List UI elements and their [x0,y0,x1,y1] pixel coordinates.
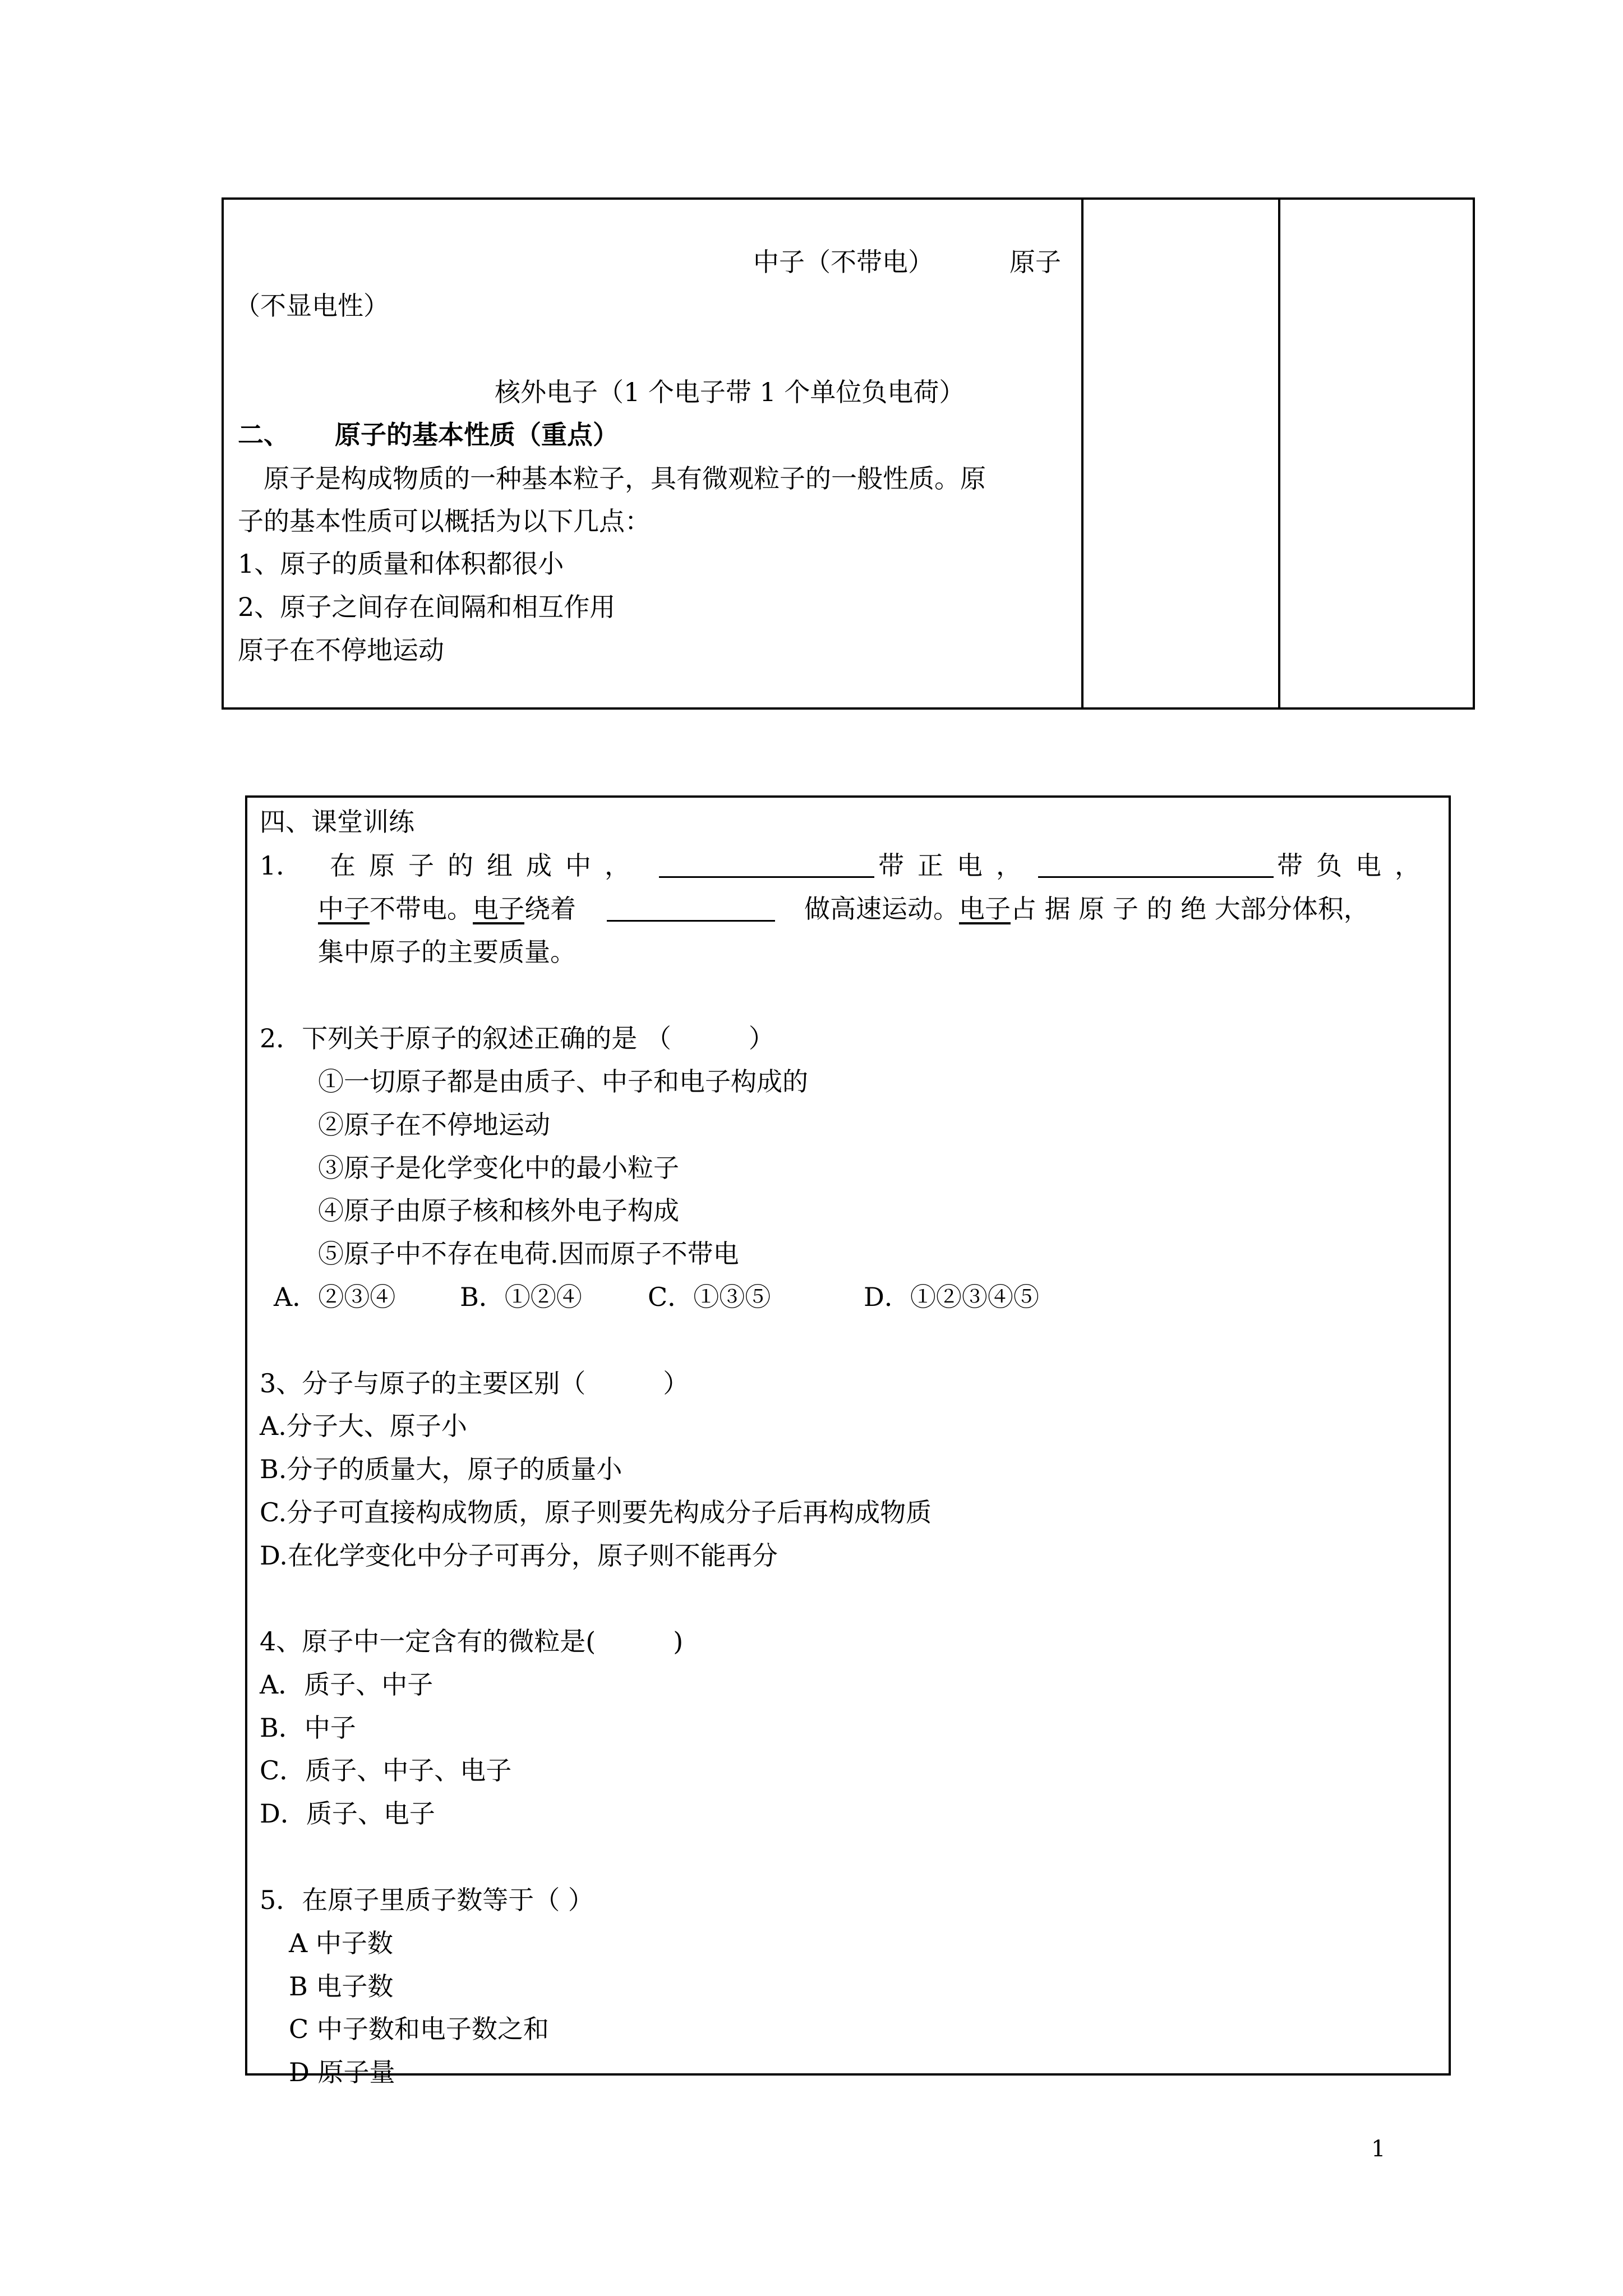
atom-label: 原子 [1009,247,1061,277]
q4-option-b: B．中子 [260,1713,356,1743]
neutron-label: 中子（不带电） [753,247,934,277]
q2-option-a: A．②③④ [274,1282,396,1312]
table-divider-1 [1081,200,1083,707]
q2-item-2: ②原子在不停地运动 [318,1110,550,1140]
q4-option-c: C．质子、中子、电子 [260,1755,512,1786]
q5-option-b: B 电子数 [289,1971,394,2001]
q1-occupies: 占 据 原 子 的 绝 大部分体积， [1011,894,1370,924]
q1-blank-1[interactable] [659,854,874,878]
q2-stem: 2．下列关于原子的叙述正确的是 （ ） [260,1023,774,1053]
q1-around: 绕着 [524,894,576,924]
q3-option-b: B.分子的质量大，原子的质量小 [260,1454,623,1484]
q1-high-speed: 做高速运动。 [804,894,959,924]
atom-neutral-label: （不显电性） [234,291,389,321]
q1-blank-2[interactable] [1038,854,1274,878]
q2-item-4: ④原子由原子核和核外电子构成 [318,1195,679,1226]
section-title: 原子的基本性质（重点） [335,420,619,450]
q1-text-part1: 在原子的组成中， [330,850,644,881]
q1-text-part2: 带正电， [878,850,1035,881]
q5-option-a: A 中子数 [289,1928,393,1958]
q2-option-c: C．①③⑤ [648,1282,771,1312]
q3-option-c: C.分子可直接构成物质，原子则要先构成分子后再构成物质 [260,1497,932,1527]
q4-stem: 4、原子中一定含有的微粒是( ) [260,1626,684,1657]
q5-option-c: C 中子数和电子数之和 [289,2014,549,2044]
q3-stem: 3、分子与原子的主要区别（ ） [260,1368,689,1398]
q1-line-3: 集中原子的主要质量。 [318,937,576,967]
q1-text-part3: 带负电， [1277,850,1434,881]
q3-option-a: A.分子大、原子小 [260,1411,467,1441]
paragraph-line-1: 原子是构成物质的一种基本粒子，具有微观粒子的一般性质。原 [264,463,986,494]
q1-electron-underlined-2: 电子 [959,894,1011,924]
q5-option-d: D 原子量 [289,2057,395,2087]
q5-stem: 5．在原子里质子数等于（ ） [260,1885,594,1915]
property-point-2: 2、原子之间存在间隔和相互作用 [238,592,616,622]
property-point-3: 原子在不停地运动 [238,635,444,665]
property-point-1: 1、原子的质量和体积都很小 [238,549,564,579]
q2-item-3: ③原子是化学变化中的最小粒子 [318,1153,679,1183]
q1-neutron-underlined: 中子 [318,894,370,924]
q4-option-a: A．质子、中子 [260,1669,434,1700]
q1-electron-underlined: 电子 [473,894,524,924]
q2-option-b: B．①②④ [460,1282,582,1312]
page-number: 1 [1371,2136,1386,2162]
practice-heading: 四、课堂训练 [260,807,414,837]
q2-item-1: ①一切原子都是由质子、中子和电子构成的 [318,1066,808,1097]
q4-option-d: D．质子、电子 [260,1798,435,1829]
q2-option-d: D．①②③④⑤ [864,1282,1039,1312]
table-divider-2 [1278,200,1280,707]
q3-option-d: D.在化学变化中分子可再分，原子则不能再分 [260,1540,778,1571]
q1-not-charged: 不带电。 [370,894,473,924]
q1-number: 1． [260,850,302,881]
electron-label: 核外电子（1 个电子带 1 个单位负电荷） [495,377,965,407]
q1-blank-3[interactable] [607,898,775,922]
paragraph-line-2: 子的基本性质可以概括为以下几点： [238,506,651,536]
section-number: 二、 [238,420,289,450]
q2-item-5: ⑤原子中不存在电荷.因而原子不带电 [318,1239,739,1269]
